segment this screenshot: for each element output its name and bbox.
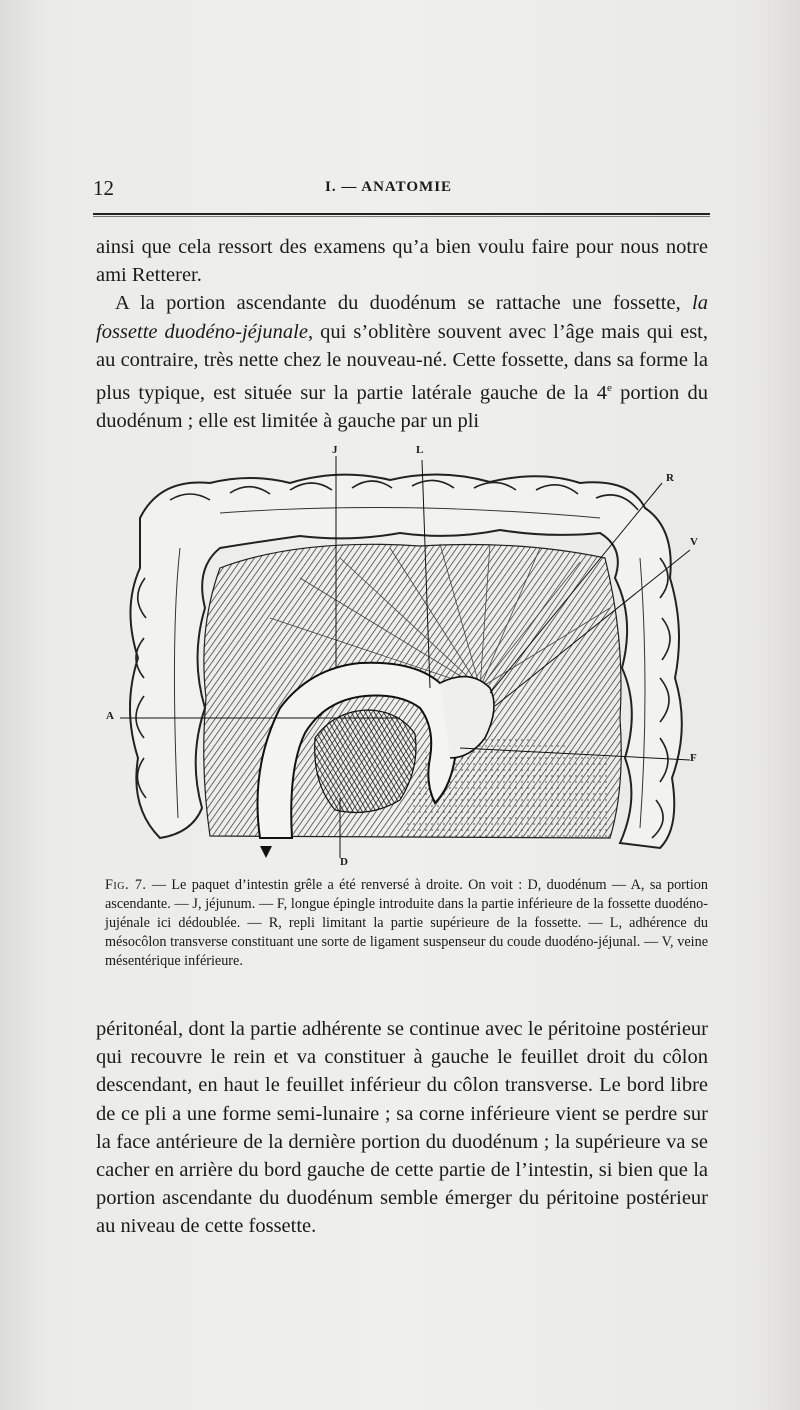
italic-term: la fossette duodéno-jéjunale: [96, 292, 708, 343]
intestine-engraving: [100, 438, 706, 870]
anatomical-figure: [100, 438, 706, 870]
label-L: L: [416, 444, 424, 456]
header-rule: [93, 213, 710, 215]
label-J: J: [332, 444, 338, 456]
body-text-bottom: [96, 1015, 708, 1241]
paragraph-peritoneal: péritonéal, dont la partie adhérente se continue avec le péritoine postérieur qui recouvre le rein et va constituer à gauche le feuillet droit du côlon descendant, en haut le feuillet inférieur du côlon transverse. Le bord libre de ce pli a une forme semi-lunaire ; sa corne inférieure vient se perdre sur la face antérieure de la dernière portion du duodénum ; la supérieure va se cacher en arrière du bord gauche de cette partie de l’intestin, si bien que la portion ascendante du duodénum semble émerger du péritoine postérieur au niveau de cette fossette.: [96, 1018, 708, 1238]
running-head: I. — ANATOMIE: [325, 179, 453, 195]
caption-text: — Le paquet d’intestin grêle a été renversé à droite. On voit : D, duodénum — A, sa portion ascendante. — J, jéjunum. — F, longue épingle introduite dans la partie inférieure de la fossette duodéno-jujénale ici dédoublée. — R, repli limitant la partie supérieure de la fossette. — L, adhérence du mésocôlon transverse constituant une sorte de ligament suspenseur du coude duodéno-jéjunal. — V, veine mésentérique inférieure.: [105, 877, 708, 969]
label-D: D: [340, 856, 348, 868]
label-V: V: [690, 536, 698, 548]
label-F: F: [690, 752, 697, 764]
paragraph-fossette: A la portion ascendante du duodénum se rattache une fossette, la fossette duodéno-jéjunale, qui s’oblitère souvent avec l’âge mais qui est, au contraire, très nette chez le nouveau-né. Cette fossette, dans sa forme la plus typique, est située sur la partie latérale gauche de la 4e portion du duodénum ; elle est limitée à gauche par un pli: [96, 292, 709, 433]
page-number: 12: [93, 176, 114, 200]
figure-caption: [105, 876, 708, 971]
caption-lead: Fig. 7.: [105, 877, 147, 893]
label-A: A: [106, 710, 114, 722]
header-rule-thin: [93, 216, 710, 217]
paragraph-continuation: ainsi que cela ressort des examens qu’a bien voulu faire pour nous notre ami Retterer.: [96, 236, 708, 287]
body-text-top: [96, 233, 708, 435]
label-R: R: [666, 472, 674, 484]
page-header: [93, 176, 708, 202]
